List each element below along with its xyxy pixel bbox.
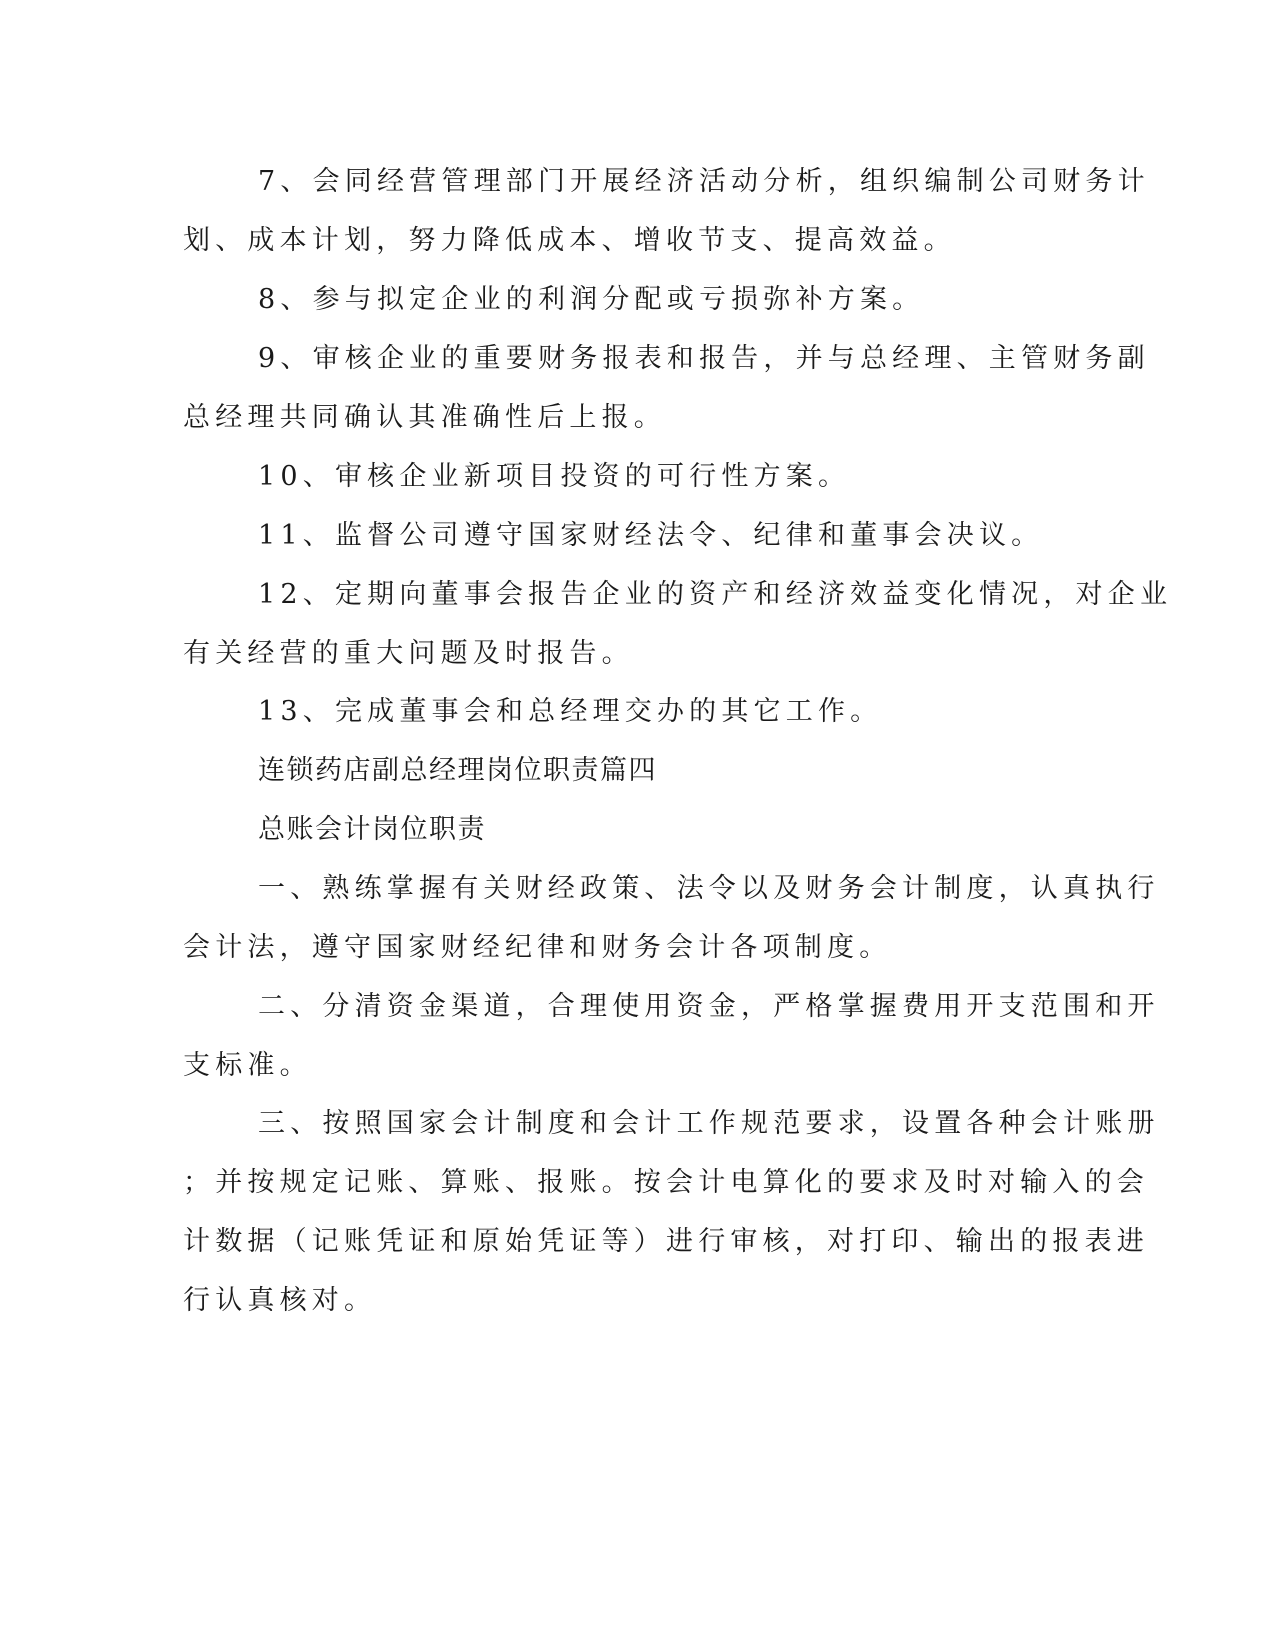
section-heading: 连锁药店副总经理岗位职责篇四	[258, 755, 657, 786]
paragraph-9-line-2: 总经理共同确认其准确性后上报。	[183, 402, 666, 433]
paragraph-12-line-2: 有关经营的重大问题及时报告。	[183, 638, 634, 669]
item-3-line-2: ；并按规定记账、算账、报账。按会计电算化的要求及时对输入的会	[183, 1167, 1149, 1198]
item-2-line-1: 二、分清资金渠道，合理使用资金，严格掌握费用开支范围和开	[258, 991, 1160, 1022]
paragraph-7-line-1: 7、会同经营管理部门开展经济活动分析，组织编制公司财务计	[258, 166, 1150, 197]
paragraph-8: 8、参与拟定企业的利润分配或亏损弥补方案。	[258, 284, 925, 315]
section-subheading: 总账会计岗位职责	[258, 814, 486, 845]
paragraph-13: 13、完成董事会和总经理交办的其它工作。	[258, 696, 883, 727]
item-1-line-2: 会计法，遵守国家财经纪律和财务会计各项制度。	[183, 932, 892, 963]
paragraph-10: 10、审核企业新项目投资的可行性方案。	[258, 461, 851, 492]
paragraph-11: 11、监督公司遵守国家财经法令、纪律和董事会决议。	[258, 520, 1044, 551]
item-2-line-2: 支标准。	[183, 1050, 312, 1081]
item-1-line-1: 一、熟练掌握有关财经政策、法令以及财务会计制度，认真执行	[258, 873, 1160, 904]
item-3-line-4: 行认真核对。	[183, 1285, 377, 1316]
paragraph-7-line-2: 划、成本计划，努力降低成本、增收节支、提高效益。	[183, 225, 956, 256]
paragraph-9-line-1: 9、审核企业的重要财务报表和报告，并与总经理、主管财务副	[258, 343, 1150, 374]
item-3-line-3: 计数据（记账凭证和原始凭证等）进行审核，对打印、输出的报表进	[183, 1226, 1149, 1257]
item-3-line-1: 三、按照国家会计制度和会计工作规范要求，设置各种会计账册	[258, 1108, 1160, 1139]
paragraph-12-line-1: 12、定期向董事会报告企业的资产和经济效益变化情况，对企业	[258, 579, 1173, 610]
